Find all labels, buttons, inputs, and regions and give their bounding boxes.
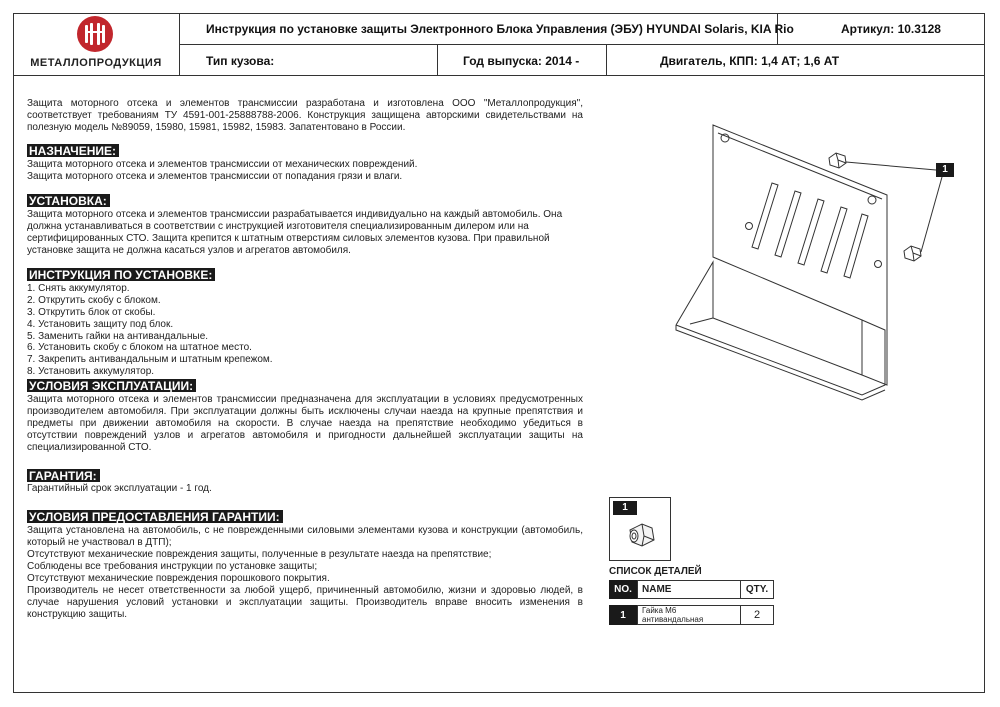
install-paragraph: Защита моторного отсека и элементов трансмиссии разрабатывается индивидуально на каждый автомобиль. Она должна устанавливаться в соответствии с инструкцией изготовителя специализированным дилером или на сертифицированных СТО. Защита крепится к штатным отверстиям силовых элементов кузова. При правильной установке защита не должна касаться узлов и агрегатов автомобиля. (27, 209, 563, 257)
step-item: 8. Установить аккумулятор. (27, 366, 155, 378)
step-item: 4. Установить защиту под блок. (27, 318, 174, 330)
header-divider (437, 44, 438, 75)
step-item: 7. Закрепить антивандальным и штатным крепежом. (27, 354, 273, 366)
table-header-row (609, 580, 774, 599)
header-divider (606, 44, 607, 75)
liability-paragraph: Производитель не несет ответственности за любой ущерб, причиненный автомобилю, жизни и здоровью людей, в случае нарушения условий установки и эксплуатации защиты. Производитель вправе вносить изменения в конструкцию защиты. (27, 584, 583, 620)
part-name: Гайка М6 антивандальная (637, 605, 740, 625)
header-divider (179, 44, 985, 45)
operation-section (27, 379, 583, 453)
callout-label: 1 (936, 163, 954, 177)
column-header: NAME (637, 580, 740, 599)
section-heading: УСТАНОВКА: (27, 194, 110, 207)
warranty-terms-line: Отсутствуют механические повреждения порошкового покрытия. (27, 572, 330, 584)
section-heading: ИНСТРУКЦИЯ ПО УСТАНОВКЕ: (27, 268, 215, 281)
purpose-line: Защита моторного отсека и элементов трансмиссии от попадания грязи и влаги. (27, 170, 403, 182)
table-row (609, 605, 774, 625)
warranty-terms-section (27, 510, 583, 620)
column-header: NO. (609, 580, 637, 599)
column-header: QTY. (740, 580, 774, 599)
install-section (27, 194, 583, 257)
title-block (13, 13, 985, 76)
engine-gearbox: Двигатель, КПП: 1,4 АТ; 1,6 АТ (660, 54, 840, 68)
part-no: 1 (609, 605, 637, 625)
header-bottom-line (13, 75, 985, 76)
section-heading: УСЛОВИЯ ЭКСПЛУАТАЦИИ: (27, 379, 196, 392)
warranty-section (27, 469, 583, 496)
step-item: 3. Открутить блок от скобы. (27, 306, 156, 318)
instructions-text (27, 98, 583, 621)
nut-icon (624, 518, 660, 552)
release-year: Год выпуска: 2014 - (463, 54, 580, 68)
steps-section (27, 268, 583, 378)
purpose-line: Защита моторного отсека и элементов трансмиссии от механических повреждений. (27, 158, 418, 170)
step-item: 1. Снять аккумулятор. (27, 282, 130, 294)
section-heading: НАЗНАЧЕНИЕ: (27, 144, 119, 157)
logo-text: МЕТАЛЛОПРОДУКЦИЯ (30, 57, 162, 69)
warranty-terms-line: Отсутствуют механические повреждения защиты, полученные в результате наезда на препятствие; (27, 549, 492, 561)
skid-plate-drawing (660, 118, 980, 408)
step-item: 6. Установить скобу с блоком на штатное место. (27, 342, 252, 354)
section-heading: ГАРАНТИЯ: (27, 469, 100, 482)
doc-title: Инструкция по установке защиты Электронного Блока Управления (ЭБУ) HYUNDAI Solaris, KIA Rio (206, 22, 794, 36)
steps-list (27, 283, 583, 378)
warranty-terms-paragraph: Защита установлена на автомобиль, с не поврежденными силовыми элементами кузова и конструкции (автомобиль, который не участвовал в ДТП); (27, 525, 583, 549)
operation-paragraph: Защита моторного отсека и элементов трансмиссии предназначена для эксплуатации в условиях предусмотренных производителем автомобиля. При эксплуатации должны быть исключены случаи наезда на крупные препятствия и предметы при движении автомобиля на скорости. В случае наезда на препятствие необходимо убедиться в отсутствии повреждений узлов и агрегатов автомобиля и пригодности дальнейшей эксплуатации защиты на специализированной СТО. (27, 394, 583, 453)
warranty-terms-line: Соблюдены все требования инструкции по установке защиты; (27, 561, 318, 572)
parts-table (609, 580, 774, 625)
warranty-text: Гарантийный срок эксплуатации - 1 год. (27, 483, 212, 495)
part-number-badge: 1 (613, 501, 637, 515)
logo (13, 13, 180, 75)
article-number: Артикул: 10.3128 (841, 22, 941, 36)
part-thumbnail (609, 497, 671, 561)
part-qty: 2 (740, 605, 774, 625)
parts-list-title: СПИСОК ДЕТАЛЕЙ (609, 566, 702, 577)
intro-paragraph: Защита моторного отсека и элементов трансмиссии разработана и изготовлена ООО "Металлопродукция", соответствует требованиям ТУ 4591-001-25888788-2006. Конструкция защищена авторскими свидетельствами на полезную модель №89059, 15980, 15981, 15982, 15983. Запатентовано в России. (27, 98, 583, 133)
step-item: 2. Открутить скобу с блоком. (27, 294, 161, 306)
purpose-section (27, 144, 583, 183)
logo-emblem-icon (77, 16, 113, 52)
section-heading: УСЛОВИЯ ПРЕДОСТАВЛЕНИЯ ГАРАНТИИ: (27, 510, 283, 523)
body-type: Тип кузова: (206, 54, 275, 68)
step-item: 5. Заменить гайки на антивандальные. (27, 330, 209, 342)
